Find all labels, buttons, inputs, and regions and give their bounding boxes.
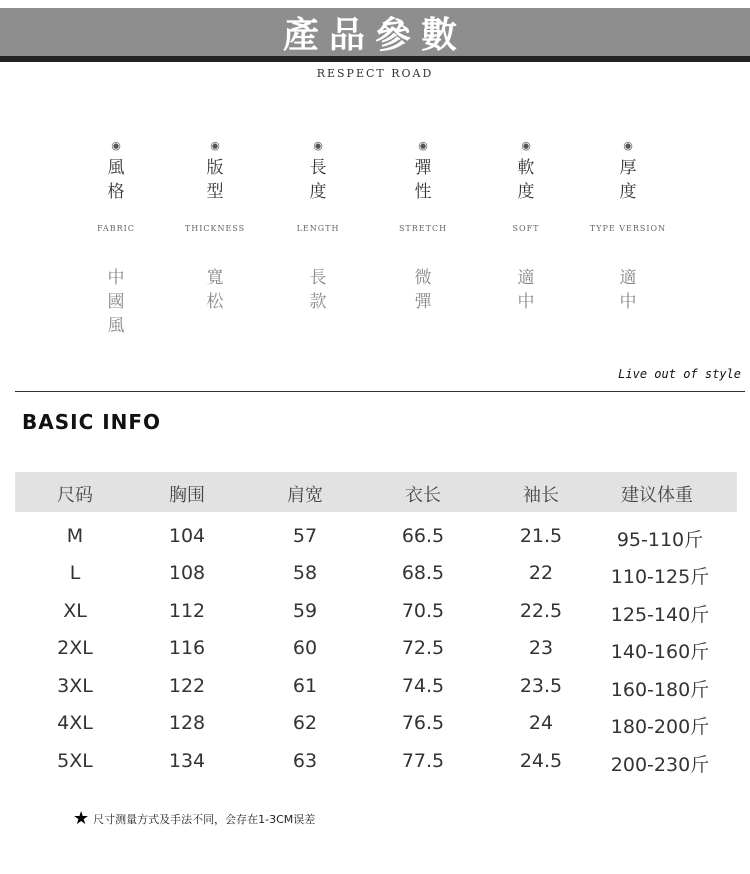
size-cell: XL	[63, 600, 87, 622]
shoulder-cell: 58	[292, 562, 318, 584]
size-cell: 4XL	[57, 712, 93, 734]
shoulder-cell: 62	[292, 712, 318, 734]
param-value: 適中	[517, 268, 535, 312]
table-row	[15, 629, 737, 666]
sleeve-cell: 21.5	[519, 525, 563, 547]
length-cell: 74.5	[401, 675, 445, 697]
sleeve-cell: 23.5	[519, 675, 563, 697]
param-name: 彈性	[414, 158, 432, 202]
length-cell: 70.5	[401, 600, 445, 622]
length-cell: 77.5	[401, 750, 445, 772]
size-table-header	[15, 472, 737, 512]
table-row	[15, 704, 737, 741]
page-title: 產品參數	[282, 13, 467, 56]
size-cell: L	[69, 562, 81, 584]
chest-cell: 108	[168, 562, 206, 584]
size-cell: 2XL	[57, 637, 93, 659]
param-value: 適中	[619, 268, 637, 312]
shoulder-cell: 57	[292, 525, 318, 547]
section-title: BASIC INFO	[22, 410, 162, 434]
header-bar	[0, 8, 750, 56]
length-cell: 76.5	[401, 712, 445, 734]
chest-cell: 112	[168, 600, 206, 622]
tagline: Live out of style	[618, 367, 741, 381]
length-cell: 68.5	[401, 562, 445, 584]
sleeve-cell: 24	[528, 712, 554, 734]
shoulder-cell: 60	[292, 637, 318, 659]
target-dot-icon: ◉	[313, 139, 323, 152]
chest-cell: 116	[168, 637, 206, 659]
size-cell: 3XL	[57, 675, 93, 697]
star-icon: ★	[73, 808, 90, 829]
measurement-note	[73, 808, 315, 829]
length-cell: 72.5	[401, 637, 445, 659]
sleeve-cell: 22.5	[519, 600, 563, 622]
column-header: 尺码	[57, 485, 93, 506]
table-row	[15, 554, 737, 591]
param-english-label: LENGTH	[296, 224, 340, 233]
column-header: 肩宽	[287, 485, 323, 506]
param-stretch	[363, 138, 483, 312]
param-english-label: SOFT	[512, 224, 540, 233]
target-dot-icon: ◉	[521, 139, 531, 152]
column-header: 衣长	[405, 485, 441, 506]
target-dot-icon: ◉	[623, 139, 633, 152]
weight-cell: 125-140斤	[610, 604, 710, 626]
table-row	[15, 517, 737, 554]
weight-cell: 140-160斤	[610, 641, 710, 663]
chest-cell: 104	[168, 525, 206, 547]
target-dot-icon: ◉	[111, 139, 121, 152]
param-name: 厚度	[619, 158, 637, 202]
weight-cell: 110-125斤	[610, 566, 710, 588]
weight-cell: 95-110斤	[616, 529, 704, 551]
param-english-label: STRETCH	[398, 224, 448, 233]
product-params	[0, 138, 750, 348]
chest-cell: 134	[168, 750, 206, 772]
target-dot-icon: ◉	[418, 139, 428, 152]
param-value: 長款	[309, 268, 327, 312]
param-english-label: TYPE VERSION	[589, 224, 667, 233]
section-divider	[15, 391, 745, 392]
param-english-label: FABRIC	[97, 224, 135, 233]
column-header: 建议体重	[621, 485, 693, 506]
column-header: 胸围	[169, 485, 205, 506]
param-value: 寬松	[206, 268, 224, 312]
param-english-label: THICKNESS	[184, 224, 246, 233]
note-text: 尺寸测量方式及手法不同，会存在1-3CM误差	[93, 812, 316, 826]
param-thickness	[568, 138, 688, 312]
shoulder-cell: 59	[292, 600, 318, 622]
param-fit	[155, 138, 275, 312]
param-value: 中國風	[107, 268, 125, 336]
page-subtitle: RESPECT ROAD	[316, 67, 434, 80]
weight-cell: 160-180斤	[610, 679, 710, 701]
param-name: 版型	[206, 158, 224, 202]
weight-cell: 180-200斤	[610, 716, 710, 738]
param-value: 微彈	[414, 268, 432, 312]
param-name: 風格	[107, 158, 125, 202]
sleeve-cell: 22	[528, 562, 554, 584]
chest-cell: 122	[168, 675, 206, 697]
weight-cell: 200-230斤	[610, 754, 710, 776]
target-dot-icon: ◉	[210, 139, 220, 152]
param-length	[258, 138, 378, 312]
length-cell: 66.5	[401, 525, 445, 547]
sleeve-cell: 23	[528, 637, 554, 659]
param-name: 軟度	[517, 158, 535, 202]
table-row	[15, 742, 737, 779]
column-header: 袖长	[523, 485, 559, 506]
chest-cell: 128	[168, 712, 206, 734]
shoulder-cell: 61	[292, 675, 318, 697]
size-cell: M	[66, 525, 84, 547]
sleeve-cell: 24.5	[519, 750, 563, 772]
shoulder-cell: 63	[292, 750, 318, 772]
header-underline	[0, 56, 750, 62]
size-cell: 5XL	[57, 750, 93, 772]
table-row	[15, 592, 737, 629]
table-row	[15, 667, 737, 704]
param-name: 長度	[309, 158, 327, 202]
